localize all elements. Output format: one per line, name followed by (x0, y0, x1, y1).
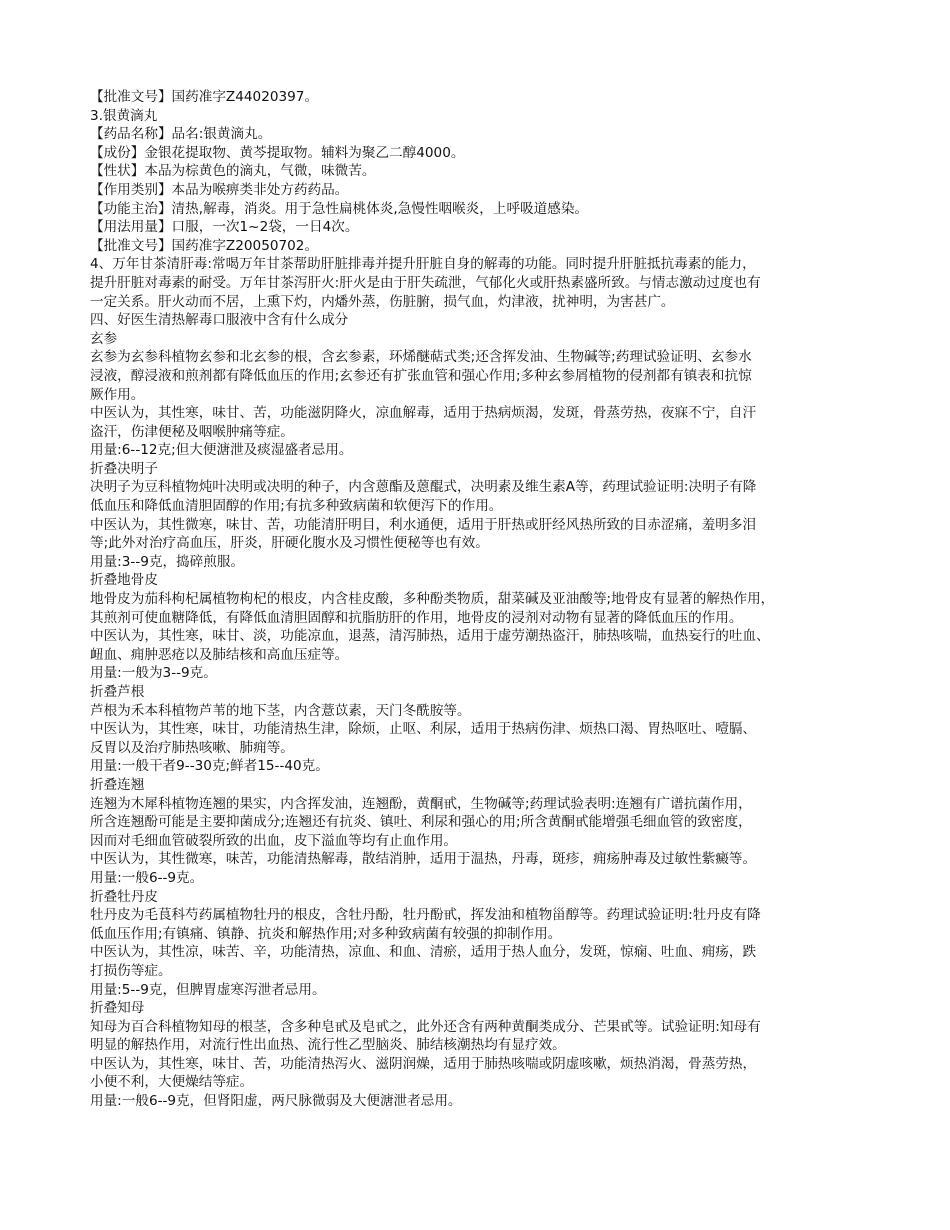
text-line: 地骨皮为茄科枸杞属植物枸杞的根皮，内含桂皮酸，多种酚类物质，甜菜碱及亚油酸等;地骨皮有显著的解热作用， (90, 591, 775, 608)
text-line: 中医认为，其性凉，味苦、辛，功能清热，凉血、和血、清瘀，适用于热人血分，发斑，惊痫、吐血、痈疡，跌 (90, 944, 757, 961)
text-line: 厥作用。 (90, 386, 145, 403)
text-line: 【成份】金银花提取物、黄芩提取物。辅料为聚乙二醇4000。 (90, 144, 465, 161)
text-line: 用量:5--9克，但脾胃虚寒泻泄者忌用。 (90, 981, 326, 998)
document-body (90, 88, 870, 1111)
text-line: 中医认为，其性寒，味甘，功能清热生津，除烦，止呕、利尿，适用于热病伤津、烦热口渴、胃热呕吐、噎膈、 (90, 721, 757, 738)
text-line: 知母为百合科植物知母的根茎，含多种皂甙及皂甙之，此外还含有两种黄酮类成分、芒果甙等。试验证明:知母有 (90, 1018, 761, 1035)
text-line: 连翘为木犀科植物连翘的果实，内含挥发油，连翘酚，黄酮甙，生物碱等;药理试验表明:连翘有广谱抗菌作用， (90, 795, 752, 812)
text-line: 提升肝脏对毒素的耐受。万年甘茶泻肝火:肝火是由于肝失疏泄，气郁化火或肝热素盛所致。与情志激动过度也有 (90, 274, 761, 291)
text-line: 打损伤等症。 (90, 962, 172, 979)
text-line: 用量:一般干者9--30克;鲜者15--40克。 (90, 758, 329, 775)
text-line: 中医认为，其性微寒，味甘、苦，功能清肝明目，利水通便，适用于肝热或肝经风热所致的目赤涩痛，羞明多泪 (90, 516, 757, 533)
text-line: 四、好医生清热解毒口服液中含有什么成分 (90, 312, 349, 329)
text-line: 【药品名称】品名:银黄滴丸。 (90, 126, 272, 143)
text-line: 折叠地骨皮 (90, 572, 158, 589)
text-line: 用量:一般6--9克，但肾阳虚，两尺脉微弱及大便溏泄者忌用。 (90, 1093, 462, 1110)
text-line: 玄参 (90, 330, 118, 347)
text-line: 反胃以及治疗肺热咳嗽、肺痈等。 (90, 739, 294, 756)
text-line: 小便不利，大便燥结等症。 (90, 1074, 254, 1091)
text-line: 中医认为，其性寒，味甘、苦，功能清热泻火、滋阴润燥，适用于肺热咳喘或阴虚咳嗽，烦热消渴，骨蒸劳热， (90, 1055, 757, 1072)
text-line: 折叠芦根 (90, 684, 145, 700)
text-line: 衄血、痈肿恶疮以及肺结核和高血压症等。 (90, 646, 349, 663)
text-line: 【批准文号】国药准字Z44020397。 (90, 89, 319, 105)
text-line: 芦根为禾本科植物芦苇的地下茎，内含薏苡素，天门冬酰胺等。 (90, 702, 471, 719)
text-line: 中医认为，其性微寒，味苦，功能清热解毒，散结消肿，适用于温热，丹毒，斑疹，痈疡肿毒及过敏性紫癜等。 (90, 851, 757, 868)
text-line: 等;此外对治疗高血压，肝炎，肝硬化腹水及习惯性便秘等也有效。 (90, 535, 489, 552)
text-line: 低血压作用;有镇痛、镇静、抗炎和解热作用;对多种致病菌有较强的抑制作用。 (90, 925, 562, 942)
text-line: 4、万年甘茶清肝毒:常喝万年甘茶帮助肝脏排毒并提升肝脏自身的解毒的功能。同时提升肝脏抵抗毒素的能力， (90, 256, 756, 273)
text-line: 【用法用量】口服，一次1~2袋，一日4次。 (90, 219, 359, 236)
text-line: 决明子为豆科植物炖叶决明或决明的种子，内含蒽酯及蒽醌式，决明素及维生素A等，药理试验证明:决明子有降 (90, 479, 757, 496)
text-line: 【作用类别】本品为喉痹类非处方药药品。 (90, 181, 349, 198)
text-line: 中医认为，其性寒，味甘、淡，功能凉血，退蒸，清泻肺热，适用于虚劳潮热盗汗，肺热咳喘，血热妄行的吐血、 (90, 628, 770, 645)
text-line: 玄参为玄参科植物玄参和北玄参的根，含玄参素，环烯醚萜式类;还含挥发油、生物碱等;药理试验证明、玄参水 (90, 349, 752, 366)
text-line: 3.银黄滴丸 (90, 107, 158, 124)
text-line: 浸液，醇浸液和煎剂都有降低血压的作用;玄参还有扩张血管和强心作用;多种玄参屑植物的侵剂都有镇表和抗惊 (90, 367, 752, 384)
text-line: 牡丹皮为毛茛科芍药属植物牡丹的根皮，含牡丹酚，牡丹酚甙，挥发油和植物甾醇等。药理试验证明:牡丹皮有降 (90, 907, 761, 924)
text-line: 低血压和降低血清胆固醇的作用;有抗多种致病菌和软便泻下的作用。 (90, 498, 503, 515)
text-line: 折叠牡丹皮 (90, 888, 158, 905)
text-line: 用量:一般为3--9克。 (90, 665, 217, 682)
text-line: 所含连翘酚可能是主要抑菌成分;连翘还有抗炎、镇吐、利尿和强心的用;所含黄酮甙能增强毛细血管的致密度， (90, 814, 752, 831)
text-line: 折叠连翘 (90, 776, 145, 793)
text-line: 明显的解热作用，对流行性出血热、流行性乙型脑炎、肺结核潮热均有显疗效。 (90, 1037, 566, 1054)
text-line: 用量:一般6--9克。 (90, 869, 204, 886)
text-line: 因而对毛细血管破裂所致的出血，皮下溢血等均有止血作用。 (90, 832, 458, 849)
text-line: 【功能主治】清热,解毒，消炎。用于急性扁桃体炎,急慢性咽喉炎，上呼吸道感染。 (90, 200, 589, 217)
text-line: 折叠知母 (90, 1000, 145, 1017)
text-line: 【批准文号】国药准字Z20050702。 (90, 237, 319, 254)
text-line: 用量:3--9克，捣碎煎服。 (90, 553, 245, 570)
text-line: 用量:6--12克;但大便溏泄及痰湿盛者忌用。 (90, 442, 353, 459)
text-line: 中医认为，其性寒，味甘、苦，功能滋阴降火，凉血解毒，适用于热病烦渴，发斑，骨蒸劳热，夜寐不宁，自汗 (90, 405, 757, 422)
text-line: 盗汗，伤津便秘及咽喉肿痛等症。 (90, 423, 294, 440)
text-line: 其煎剂可使血糖降低，有降低血清胆固醇和抗脂肪肝的作用，地骨皮的浸剂对动物有显著的降低血压的作用。 (90, 609, 743, 626)
text-line: 折叠决明子 (90, 460, 158, 477)
text-line: 【性状】本品为棕黄色的滴丸，气微，味微苦。 (90, 163, 376, 180)
text-line: 一定关系。肝火动而不居，上熏下灼，内燔外蒸，伤脏腑，损气血，灼津液，扰神明，为害甚广。 (90, 293, 675, 310)
